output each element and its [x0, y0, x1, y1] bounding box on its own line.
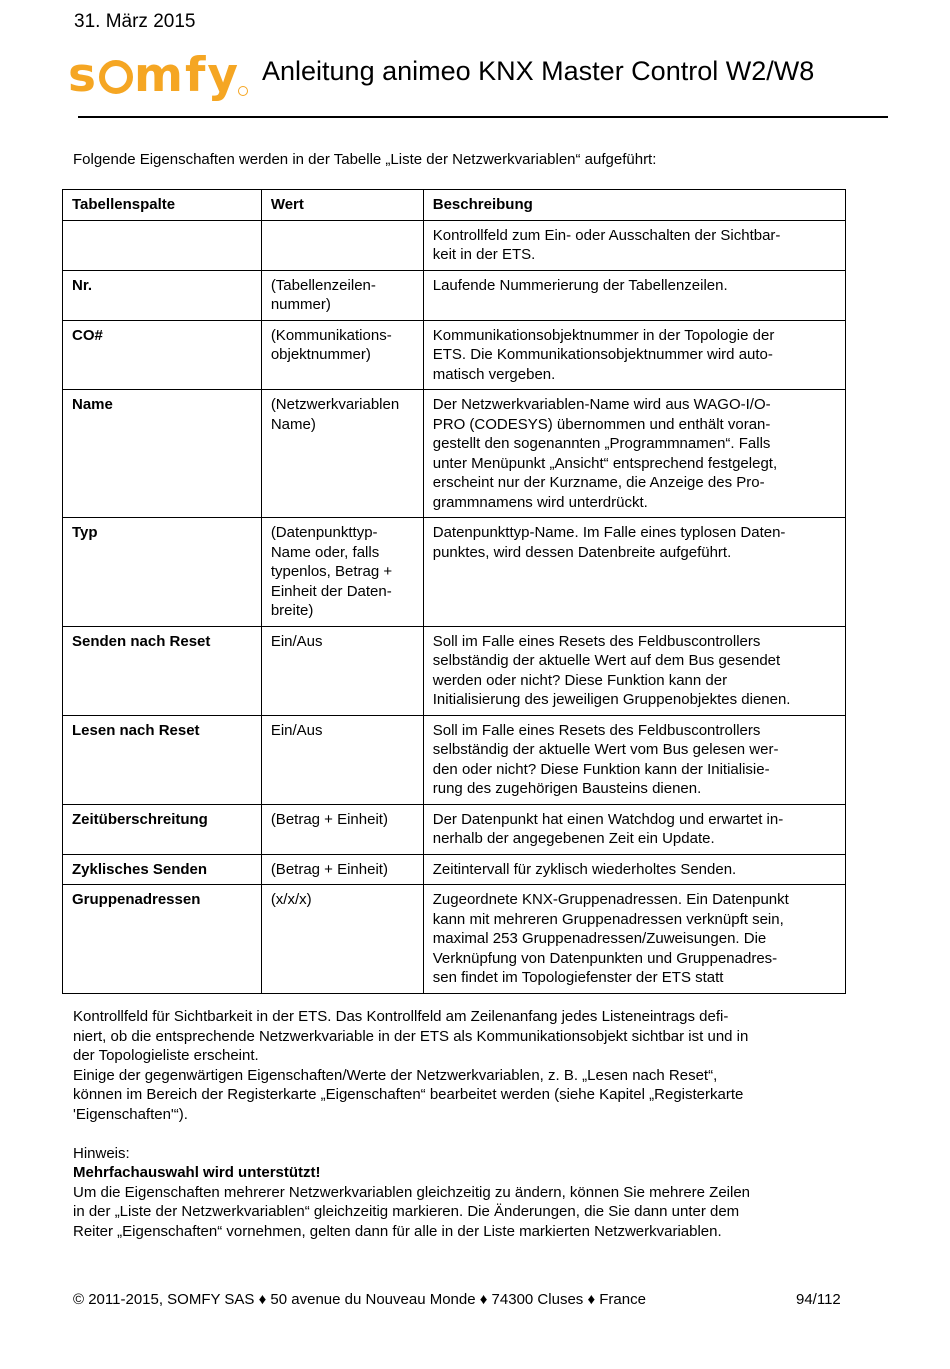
cell-tabellenspalte: Senden nach Reset [63, 626, 262, 715]
table-row [63, 518, 846, 627]
table-row [63, 220, 846, 270]
cell-wert: (Datenpunkttyp- Name oder, falls typenlos, Betrag + Einheit der Daten- breite) [261, 518, 423, 627]
cell-wert: (Betrag + Einheit) [261, 804, 423, 854]
cell-beschreibung: Kommunikationsobjektnummer in der Topologie der ETS. Die Kommunikationsobjektnummer wird auto- matisch vergeben. [423, 320, 845, 390]
cell-tabellenspalte: Lesen nach Reset [63, 715, 262, 804]
cell-tabellenspalte: Gruppenadressen [63, 885, 262, 994]
cell-wert: Ein/Aus [261, 626, 423, 715]
spacer [73, 1124, 853, 1144]
cell-beschreibung: Laufende Nummerierung der Tabellenzeilen. [423, 270, 845, 320]
table-header-row [63, 190, 846, 221]
cell-wert: (Betrag + Einheit) [261, 854, 423, 885]
note-label: Hinweis: [73, 1144, 130, 1162]
cell-tabellenspalte: CO# [63, 320, 262, 390]
logo-registered-mark [238, 86, 248, 96]
cell-wert: Ein/Aus [261, 715, 423, 804]
cell-beschreibung: Zugeordnete KNX-Gruppenadressen. Ein Datenpunkt kann mit mehreren Gruppenadressen verknüpft sein, maximal 253 Gruppenadressen/Zuweisungen. Die Verknüpfung von Datenpunkten und Gruppenadres- sen findet im Topologiefenster der ETS statt [423, 885, 845, 994]
cell-beschreibung: Der Netzwerkvariablen-Name wird aus WAGO-I/O- PRO (CODESYS) übernommen und enthält voran- gestellt den sogenannten „Programmnamen“. Falls unter Menüpunkt „Ansicht“ entsprechend festgelegt, erscheint nur der Kurzname, die Anzeige des Pro- grammnamens wird unterdrückt. [423, 390, 845, 518]
document-date: 31. März 2015 [74, 11, 196, 32]
somfy-logo: s mfy [68, 52, 248, 100]
cell-wert: (Kommunikations- objektnummer) [261, 320, 423, 390]
cell-tabellenspalte: Zeitüberschreitung [63, 804, 262, 854]
cell-beschreibung: Soll im Falle eines Resets des Feldbuscontrollers selbständig der aktuelle Wert vom Bus gelesen wer- den oder nicht? Diese Funktion kann der Initialisie- rung des zugehörigen Bausteins dienen. [423, 715, 845, 804]
document-title: Anleitung animeo KNX Master Control W2/W8 [262, 56, 815, 86]
intro-text: Folgende Eigenschaften werden in der Tabelle „Liste der Netzwerkvariablen“ aufgeführt: [73, 151, 657, 168]
cell-tabellenspalte: Zyklisches Senden [63, 854, 262, 885]
cell-beschreibung: Zeitintervall für zyklisch wiederholtes Senden. [423, 854, 845, 885]
cell-beschreibung: Datenpunkttyp-Name. Im Falle eines typlosen Daten- punktes, wird dessen Datenbreite aufgeführt. [423, 518, 845, 627]
table-row [63, 320, 846, 390]
table-row [63, 715, 846, 804]
cell-wert: (Netzwerkvariablen Name) [261, 390, 423, 518]
cell-beschreibung: Soll im Falle eines Resets des Feldbuscontrollers selbständig der aktuelle Wert auf dem Bus gesendet werden oder nicht? Diese Funktion kann der Initialisierung des jeweiligen Gruppenobjektes dienen. [423, 626, 845, 715]
header-divider [78, 116, 888, 118]
cell-tabellenspalte: Name [63, 390, 262, 518]
body-text [73, 1007, 853, 1241]
footer-copyright: © 2011-2015, SOMFY SAS ♦ 50 avenue du Nouveau Monde ♦ 74300 Cluses ♦ France [73, 1291, 646, 1308]
cell-wert [261, 220, 423, 270]
table-body [63, 220, 846, 993]
page-number: 94/112 [796, 1291, 841, 1308]
table-row [63, 390, 846, 518]
table-row [63, 804, 846, 854]
paragraph-visibility: Kontrollfeld für Sichtbarkeit in der ETS. Das Kontrollfeld am Zeilenanfang jedes Listeneintrags defi- niert, ob die entsprechende Netzwerkvariable in der ETS als Kommunikationsobjekt sichtbar ist und in der Topologieliste erscheint. [73, 1008, 749, 1064]
cell-wert: (x/x/x) [261, 885, 423, 994]
cell-tabellenspalte: Typ [63, 518, 262, 627]
header-beschreibung: Beschreibung [423, 190, 845, 221]
properties-table [62, 189, 846, 994]
header-wert: Wert [261, 190, 423, 221]
cell-tabellenspalte [63, 220, 262, 270]
cell-beschreibung: Der Datenpunkt hat einen Watchdog und erwartet in- nerhalb der angegebenen Zeit ein Update. [423, 804, 845, 854]
cell-wert: (Tabellenzeilen- nummer) [261, 270, 423, 320]
table-row [63, 885, 846, 994]
cell-tabellenspalte: Nr. [63, 270, 262, 320]
logo-o-ring [99, 60, 133, 94]
cell-beschreibung: Kontrollfeld zum Ein- oder Ausschalten der Sichtbar- keit in der ETS. [423, 220, 845, 270]
header-tabellenspalte: Tabellenspalte [63, 190, 262, 221]
table-row [63, 270, 846, 320]
table-row [63, 626, 846, 715]
table-row [63, 854, 846, 885]
note-text: Um die Eigenschaften mehrerer Netzwerkvariablen gleichzeitig zu ändern, können Sie mehrere Zeilen in der „Liste der Netzwerkvariablen“ gleichzeitig markieren. Die Änderungen, die Sie dann unter dem Reiter „Eigenschaften“ vornehmen, gelten dann für alle in der Liste markierten Netzwerkvariablen. [73, 1183, 751, 1240]
paragraph-properties: Einige der gegenwärtigen Eigenschaften/Werte der Netzwerkvariablen, z. B. „Lesen nach Reset“, können im Bereich der Registerkarte „Eigenschaften“ bearbeitet werden (siehe Kapitel „Registerkarte 'Eigenschaften'“). [73, 1066, 744, 1123]
note-heading: Mehrfachauswahl wird unterstützt! [73, 1164, 321, 1181]
